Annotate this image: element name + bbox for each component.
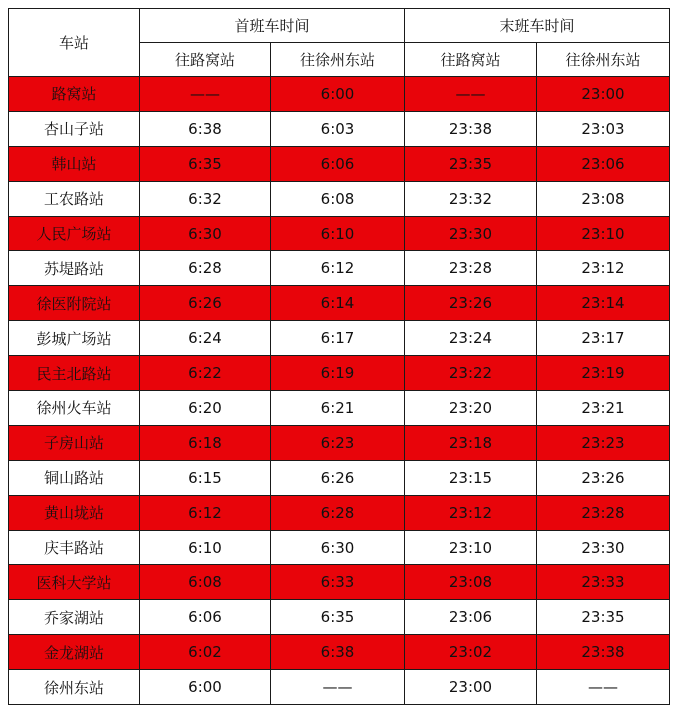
- first-train-to-luwo-cell: 6:02: [140, 635, 271, 670]
- first-train-to-luwo-cell: 6:38: [140, 111, 271, 146]
- last-train-to-luwo-cell: 23:02: [405, 635, 537, 670]
- table-row: [9, 181, 670, 216]
- last-train-to-xuzhoudong-header: 往徐州东站: [537, 43, 670, 77]
- last-train-to-xuzhoudong-cell: 23:26: [537, 460, 670, 495]
- table-row: [9, 600, 670, 635]
- last-train-to-xuzhoudong-cell: 23:23: [537, 425, 670, 460]
- table-row: [9, 495, 670, 530]
- table-row: [9, 146, 670, 181]
- table-row: [9, 321, 670, 356]
- table-row: [9, 77, 670, 112]
- station-name-cell: 工农路站: [9, 181, 140, 216]
- first-train-to-xuzhoudong-cell: 6:26: [271, 460, 405, 495]
- last-train-to-xuzhoudong-cell: 23:21: [537, 391, 670, 426]
- first-train-to-luwo-cell: 6:12: [140, 495, 271, 530]
- first-train-to-luwo-cell: 6:30: [140, 216, 271, 251]
- table-row: [9, 111, 670, 146]
- station-name-cell: 彭城广场站: [9, 321, 140, 356]
- last-train-to-luwo-cell: 23:12: [405, 495, 537, 530]
- last-train-to-xuzhoudong-cell: 23:03: [537, 111, 670, 146]
- timetable-body: [9, 77, 670, 705]
- table-row: [9, 670, 670, 705]
- last-train-to-luwo-cell: 23:38: [405, 111, 537, 146]
- last-train-to-xuzhoudong-cell: 23:00: [537, 77, 670, 112]
- first-train-to-xuzhoudong-cell: ——: [271, 670, 405, 705]
- last-train-to-xuzhoudong-cell: ——: [537, 670, 670, 705]
- station-name-cell: 黄山垅站: [9, 495, 140, 530]
- table-row: [9, 425, 670, 460]
- station-name-cell: 子房山站: [9, 425, 140, 460]
- table-row: [9, 356, 670, 391]
- last-train-to-luwo-cell: 23:00: [405, 670, 537, 705]
- last-train-to-xuzhoudong-cell: 23:14: [537, 286, 670, 321]
- first-train-to-xuzhoudong-cell: 6:14: [271, 286, 405, 321]
- last-train-to-xuzhoudong-cell: 23:38: [537, 635, 670, 670]
- first-train-to-luwo-cell: 6:32: [140, 181, 271, 216]
- station-name-cell: 徐州东站: [9, 670, 140, 705]
- first-train-to-luwo-cell: 6:20: [140, 391, 271, 426]
- last-train-to-luwo-cell: ——: [405, 77, 537, 112]
- last-train-to-luwo-cell: 23:26: [405, 286, 537, 321]
- last-train-to-xuzhoudong-cell: 23:12: [537, 251, 670, 286]
- last-train-to-xuzhoudong-cell: 23:30: [537, 530, 670, 565]
- table-row: [9, 286, 670, 321]
- station-name-cell: 民主北路站: [9, 356, 140, 391]
- first-train-to-xuzhoudong-header: 往徐州东站: [271, 43, 405, 77]
- first-train-to-luwo-cell: 6:18: [140, 425, 271, 460]
- first-train-to-xuzhoudong-cell: 6:17: [271, 321, 405, 356]
- last-train-to-luwo-cell: 23:18: [405, 425, 537, 460]
- first-train-to-xuzhoudong-cell: 6:30: [271, 530, 405, 565]
- first-train-to-xuzhoudong-cell: 6:00: [271, 77, 405, 112]
- table-row: [9, 251, 670, 286]
- last-train-to-luwo-cell: 23:24: [405, 321, 537, 356]
- station-name-cell: 杏山子站: [9, 111, 140, 146]
- first-train-to-xuzhoudong-cell: 6:19: [271, 356, 405, 391]
- station-name-cell: 徐医附院站: [9, 286, 140, 321]
- first-train-to-luwo-cell: 6:15: [140, 460, 271, 495]
- table-row: [9, 530, 670, 565]
- last-train-to-luwo-cell: 23:32: [405, 181, 537, 216]
- first-train-to-luwo-cell: 6:06: [140, 600, 271, 635]
- station-name-cell: 苏堤路站: [9, 251, 140, 286]
- table-row: [9, 391, 670, 426]
- last-train-to-xuzhoudong-cell: 23:17: [537, 321, 670, 356]
- last-train-to-xuzhoudong-cell: 23:08: [537, 181, 670, 216]
- station-name-cell: 徐州火车站: [9, 391, 140, 426]
- first-train-to-luwo-cell: ——: [140, 77, 271, 112]
- timetable-header: [9, 9, 670, 77]
- first-train-to-xuzhoudong-cell: 6:06: [271, 146, 405, 181]
- last-train-to-xuzhoudong-cell: 23:33: [537, 565, 670, 600]
- first-train-to-xuzhoudong-cell: 6:12: [271, 251, 405, 286]
- last-train-to-xuzhoudong-cell: 23:35: [537, 600, 670, 635]
- first-train-to-luwo-cell: 6:00: [140, 670, 271, 705]
- first-train-to-xuzhoudong-cell: 6:35: [271, 600, 405, 635]
- first-train-to-xuzhoudong-cell: 6:21: [271, 391, 405, 426]
- first-train-to-luwo-cell: 6:08: [140, 565, 271, 600]
- table-row: [9, 565, 670, 600]
- station-name-cell: 路窝站: [9, 77, 140, 112]
- table-row: [9, 216, 670, 251]
- first-train-to-xuzhoudong-cell: 6:10: [271, 216, 405, 251]
- last-train-to-xuzhoudong-cell: 23:06: [537, 146, 670, 181]
- first-train-to-luwo-cell: 6:28: [140, 251, 271, 286]
- station-name-cell: 金龙湖站: [9, 635, 140, 670]
- first-train-to-xuzhoudong-cell: 6:28: [271, 495, 405, 530]
- last-train-to-luwo-cell: 23:30: [405, 216, 537, 251]
- first-train-to-luwo-cell: 6:35: [140, 146, 271, 181]
- last-train-to-luwo-cell: 23:35: [405, 146, 537, 181]
- last-train-to-luwo-header: 往路窝站: [405, 43, 537, 77]
- station-name-cell: 庆丰路站: [9, 530, 140, 565]
- last-train-to-luwo-cell: 23:08: [405, 565, 537, 600]
- last-train-to-xuzhoudong-cell: 23:19: [537, 356, 670, 391]
- first-train-header: 首班车时间: [140, 9, 405, 43]
- first-train-to-luwo-cell: 6:22: [140, 356, 271, 391]
- last-train-to-luwo-cell: 23:10: [405, 530, 537, 565]
- first-train-to-xuzhoudong-cell: 6:23: [271, 425, 405, 460]
- station-name-cell: 韩山站: [9, 146, 140, 181]
- last-train-to-luwo-cell: 23:15: [405, 460, 537, 495]
- first-train-to-luwo-cell: 6:10: [140, 530, 271, 565]
- first-train-to-xuzhoudong-cell: 6:08: [271, 181, 405, 216]
- first-train-to-luwo-header: 往路窝站: [140, 43, 271, 77]
- last-train-to-luwo-cell: 23:22: [405, 356, 537, 391]
- last-train-to-luwo-cell: 23:28: [405, 251, 537, 286]
- station-name-cell: 乔家湖站: [9, 600, 140, 635]
- station-name-cell: 医科大学站: [9, 565, 140, 600]
- last-train-to-xuzhoudong-cell: 23:10: [537, 216, 670, 251]
- first-train-to-xuzhoudong-cell: 6:03: [271, 111, 405, 146]
- timetable-container: [8, 8, 670, 705]
- last-train-to-xuzhoudong-cell: 23:28: [537, 495, 670, 530]
- first-train-to-luwo-cell: 6:26: [140, 286, 271, 321]
- last-train-to-luwo-cell: 23:06: [405, 600, 537, 635]
- first-train-to-luwo-cell: 6:24: [140, 321, 271, 356]
- last-train-header: 末班车时间: [405, 9, 670, 43]
- timetable: [8, 8, 670, 705]
- station-name-cell: 铜山路站: [9, 460, 140, 495]
- table-row: [9, 635, 670, 670]
- station-name-cell: 人民广场站: [9, 216, 140, 251]
- table-row: [9, 460, 670, 495]
- first-train-to-xuzhoudong-cell: 6:38: [271, 635, 405, 670]
- first-train-to-xuzhoudong-cell: 6:33: [271, 565, 405, 600]
- last-train-to-luwo-cell: 23:20: [405, 391, 537, 426]
- station-column-header: 车站: [9, 9, 140, 77]
